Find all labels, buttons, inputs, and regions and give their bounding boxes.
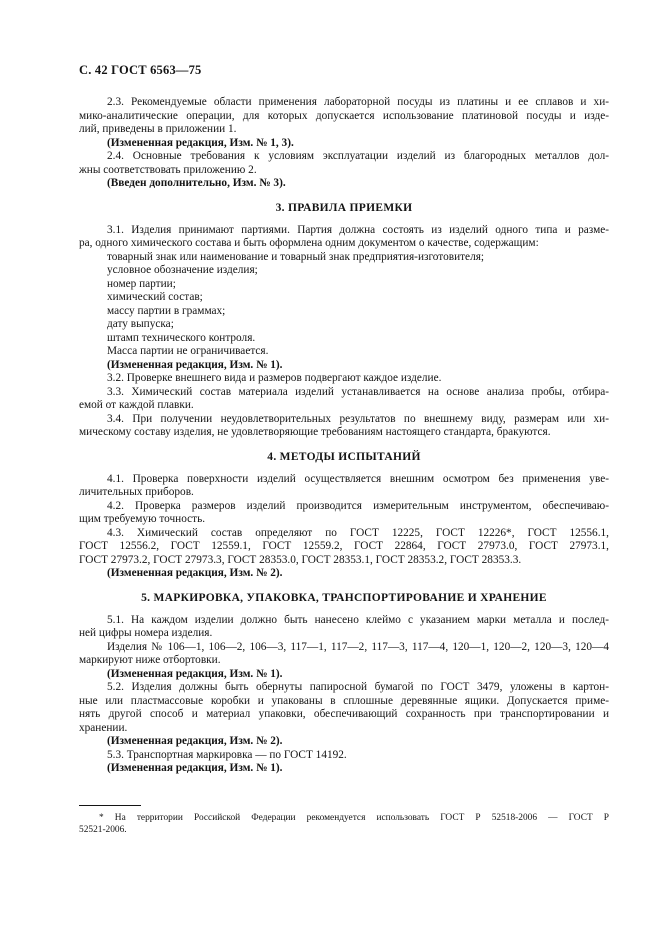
text-line: емой от каждой плавки. <box>79 399 194 411</box>
text-line: 2.3. Рекомендуемые области применения лабораторной посуды из платины и ее сплавов и хи- <box>107 96 609 108</box>
text-line: 3.4. При получении неудовлетворительных результатов по внешнему виду, размерам или хи- <box>107 412 609 425</box>
text-line: лий, приведены в приложении 1. <box>79 123 237 135</box>
text-line: мическому составу изделия, не удовлетворяющие требованиям настоящего стандарта, бракуются. <box>79 426 551 438</box>
text-line: химический состав; <box>107 291 203 303</box>
text-line: ГОСТ 12556.2, ГОСТ 12559.1, ГОСТ 12559.2, ГОСТ 22864, ГОСТ 27973.0, ГОСТ 27973.1, <box>79 540 609 552</box>
text-line: жны соответствовать приложению 2. <box>79 163 257 176</box>
text-line: 4.1. Проверка поверхности изделий осуществляется внешним осмотром без применения уве- <box>107 472 609 485</box>
footnote-separator <box>79 805 141 806</box>
text-line: личительных приборов. <box>79 486 194 498</box>
text-line: номер партии; <box>107 277 176 290</box>
text-line: хранении. <box>79 721 128 734</box>
text-line: 3.3. Химический состав материала изделий устанавливается на основе анализа пробы, отбира- <box>107 385 609 398</box>
text-line: массу партии в граммах; <box>107 304 226 317</box>
text-line: ные или пластмассовые коробки и упакованы в сплошные деревянные ящики. Допускается приме- <box>79 694 609 707</box>
text-line: 4.2. Проверка размеров изделий производится измерительным инструментом, обеспечиваю- <box>107 499 609 512</box>
text-line: условное обозначение изделия; <box>107 264 258 276</box>
text-line: дату выпуска; <box>107 318 174 330</box>
text-line: 3.2. Проверке внешнего вида и размеров подвергают каждое изделие. <box>107 372 442 384</box>
footnote-line: 52521-2006. <box>79 825 127 835</box>
page-header: С. 42 ГОСТ 6563—75 <box>79 63 202 77</box>
text-line: 4.3. Химический состав определяют по ГОСТ 12225, ГОСТ 12226*, ГОСТ 12556.1, <box>107 526 609 539</box>
text-line: ГОСТ 27973.2, ГОСТ 27973.3, ГОСТ 28353.0, ГОСТ 28353.1, ГОСТ 28353.2, ГОСТ 28353.3. <box>79 553 522 566</box>
revision-note: (Измененная редакция, Изм. № 1, 3). <box>107 136 294 149</box>
section-heading: 5. МАРКИРОВКА, УПАКОВКА, ТРАНСПОРТИРОВАНИЕ И ХРАНЕНИЕ <box>141 591 547 604</box>
text-line: 2.4. Основные требования к условиям эксплуатации изделий из благородных металлов дол- <box>107 150 609 162</box>
text-line: Масса партии не ограничивается. <box>107 345 269 357</box>
text-line: Изделия № 106—1, 106—2, 106—3, 117—1, 117—2, 117—3, 117—4, 120—1, 120—2, 120—3, 120—4 <box>107 640 609 653</box>
text-line: маркируют ниже отбортовки. <box>79 654 221 666</box>
revision-note: (Измененная редакция, Изм. № 1). <box>107 358 283 371</box>
revision-note: (Измененная редакция, Изм. № 2). <box>107 567 283 579</box>
revision-note: (Измененная редакция, Изм. № 2). <box>107 735 283 747</box>
text-line: 5.1. На каждом изделии должно быть нанесено клеймо с указанием марки металла и послед- <box>107 613 609 626</box>
text-line: нять другой способ и материал упаковки, обеспечивающий сохранность при транспортировании и <box>79 708 609 720</box>
text-line: 5.2. Изделия должны быть обернуты папиросной бумагой по ГОСТ 3479, уложены в картон- <box>107 681 609 693</box>
text-line: товарный знак или наименование и товарный знак предприятия-изготовителя; <box>107 250 485 263</box>
footnote-line: * На территории Российской Федерации рекомендуется использовать ГОСТ Р 52518-2006 — ГОСТ Р <box>99 813 609 823</box>
revision-note: (Введен дополнительно, Изм. № 3). <box>107 177 286 189</box>
footnote <box>79 812 609 836</box>
text-line: мико-аналитические операции, для которых допускается использование платиновой посуды и изде- <box>79 109 609 122</box>
revision-note: (Измененная редакция, Изм. № 1). <box>107 762 283 774</box>
document-body <box>79 96 609 776</box>
text-line: ра, одного химического состава и быть оформлена одним документом о качестве, содержащим: <box>79 237 539 249</box>
text-line: штамп технического контроля. <box>107 331 256 344</box>
revision-note: (Измененная редакция, Изм. № 1). <box>107 667 283 680</box>
text-line: щим требуемую точность. <box>79 513 206 525</box>
text-line: 5.3. Транспортная маркировка — по ГОСТ 14192. <box>107 748 347 761</box>
text-line: 3.1. Изделия принимают партиями. Партия должна состоять из изделий одного типа и разме- <box>107 223 609 236</box>
section-heading: 3. ПРАВИЛА ПРИЕМКИ <box>275 201 413 214</box>
section-heading: 4. МЕТОДЫ ИСПЫТАНИЙ <box>267 450 421 463</box>
text-line: ней цифры номера изделия. <box>79 627 213 639</box>
